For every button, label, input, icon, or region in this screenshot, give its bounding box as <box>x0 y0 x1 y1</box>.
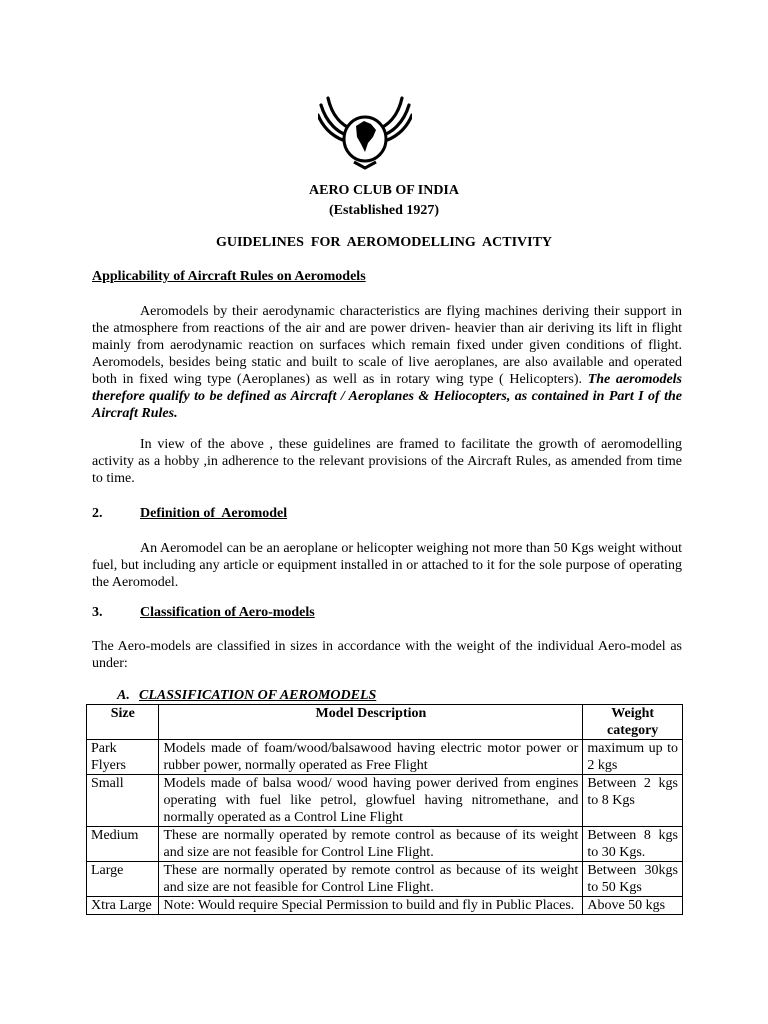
header-model-description: Model Description <box>159 705 583 740</box>
description-cell: Models made of foam/wood/balsawood having electric motor power or rubber power, normally operated as Free Flight <box>159 740 583 775</box>
applicability-heading: Applicability of Aircraft Rules on Aeromodels <box>92 269 366 284</box>
definition-section-number: 2. <box>92 506 103 521</box>
description-cell: Note: Would require Special Permission to build and fly in Public Places. <box>159 897 583 915</box>
size-cell: Small <box>87 775 159 827</box>
weight-cell: Between 30kgs to 50 Kgs <box>583 862 683 897</box>
classification-section-number: 3. <box>92 605 103 620</box>
classification-table-title <box>117 688 376 704</box>
description-cell: These are normally operated by remote control as because of its weight and size are not feasible for Control Line Flight. <box>159 827 583 862</box>
applicability-paragraph-1-text: Aeromodels by their aerodynamic characteristics are flying machines deriving their support in the atmosphere from reactions of the air and are power driven- heavier than air deriving its lift in flight mainly from aerodynamic reaction on surfaces which remain fixed under given conditions of flight. Aeromodels, besides being static and built to scale of live aeroplanes, are also available and operated both in fixed wing type (Aeroplanes) as well as in rotary wing type ( Helicopters). <box>92 304 682 387</box>
established-year: (Established 1927) <box>328 203 440 218</box>
classification-table-title-text: CLASSIFICATION OF AEROMODELS <box>139 688 377 703</box>
table-row <box>87 740 683 775</box>
description-cell: Models made of balsa wood/ wood having power derived from engines operating with fuel like petrol, glowfuel having nitromethane, and normally operated as a Control Line Flight <box>159 775 583 827</box>
definition-heading: Definition of Aeromodel <box>140 506 288 521</box>
header-size: Size <box>87 705 159 740</box>
aero-club-logo <box>318 92 412 172</box>
applicability-paragraph-2: In view of the above , these guidelines are framed to facilitate the growth of aeromodelling activity as a hobby ,in adherence to the relevant provisions of the Aircraft Rules, as amended from time to time. <box>92 437 682 486</box>
definition-paragraph: An Aeromodel can be an aeroplane or helicopter weighing not more than 50 Kgs weight without fuel, but including any article or equipment installed in or attached to it for the sole purpose of operating the Aeromodel. <box>92 541 682 590</box>
classification-heading: Classification of Aero-models <box>140 605 315 620</box>
weight-cell: Between 2 kgs to 8 Kgs <box>583 775 683 827</box>
applicability-paragraph-1 <box>92 303 682 422</box>
weight-cell: Between 8 kgs to 30 Kgs. <box>583 827 683 862</box>
header-weight-category: Weight category <box>583 705 683 740</box>
classification-table <box>86 704 683 915</box>
weight-cell: maximum up to 2 kgs <box>583 740 683 775</box>
definition-heading-row <box>92 505 682 522</box>
size-cell: Medium <box>87 827 159 862</box>
weight-cell: Above 50 kgs <box>583 897 683 915</box>
table-row <box>87 862 683 897</box>
org-name: AERO CLUB OF INDIA <box>309 183 459 198</box>
page-title: GUIDELINES FOR AEROMODELLING ACTIVITY <box>215 235 553 250</box>
table-row <box>87 775 683 827</box>
classification-heading-row <box>92 604 682 621</box>
table-header-row <box>87 705 683 740</box>
size-cell: Xtra Large <box>87 897 159 915</box>
applicability-paragraph-1-emphasis: The aeromodels therefore qualify to be defined as Aircraft / Aeroplanes & Heliocopters, as contained in Part I of the Aircraft Rules. <box>92 372 683 421</box>
classification-table-letter: A. <box>117 688 130 703</box>
table-row <box>87 827 683 862</box>
table-row <box>87 897 683 915</box>
classification-paragraph: The Aero-models are classified in sizes in accordance with the weight of the individual Aero-model as under: <box>92 639 682 671</box>
size-cell: Large <box>87 862 159 897</box>
size-cell: Park Flyers <box>87 740 159 775</box>
description-cell: These are normally operated by remote control as because of its weight and size are not feasible for Control Line Flight. <box>159 862 583 897</box>
